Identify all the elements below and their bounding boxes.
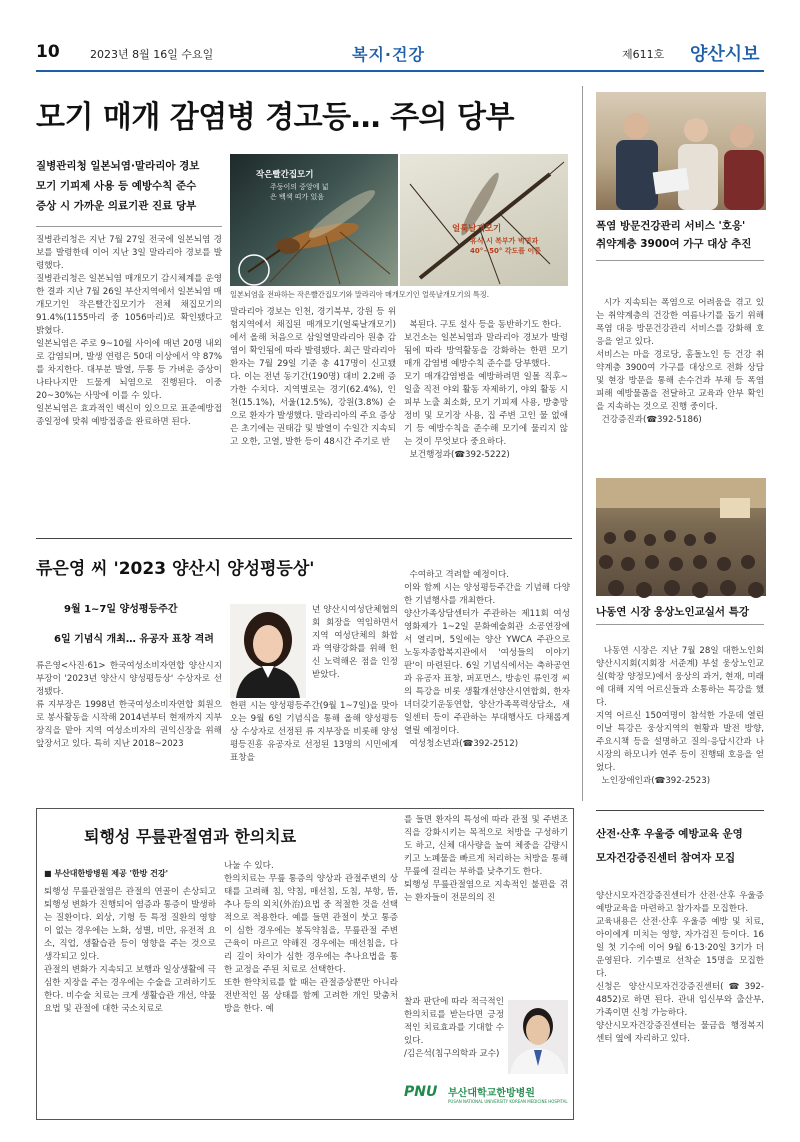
- equality-col3: [404, 556, 570, 792]
- equality-headline: 류은영 씨 '2023 양산시 양성평등상': [36, 559, 315, 579]
- heat-divider: [596, 260, 764, 261]
- mosquito-col1: 질병관리청은 지난 7월 27일 전국에 일본뇌염 경보를 발령한데 이어 지난 3일 말라리아 경보를 발령했다. 질병관리청은 일본뇌염 매개모기 감시체계를 운영한 결과 지난 7월 26일 부산지역에서 일본뇌염 매개모기인 작은빨간집모기가 전체 채집모기의 91.4%(1155마리 중 1056마리)로 확인됐다고 밝혔다. 일본뇌염은 주로 9~10월 사이에 매년 20명 내외로 감염되며, 발생 연령은 50대 이상에서 약 87%를 차지한다. 대부분 발열, 두통 등 가벼운 증상이 나타나지만 드물게 뇌염으로 진행된다. 이중 20~30%는 사망에 이를 수 있다. 일본뇌염은 효과적인 백신이 있으므로 표준예방접종일정에 맞춰 예방접종을 완료하면 된다.: [36, 235, 222, 427]
- mayor-headline: 나동연 시장 웅상노인교실서 특강: [596, 606, 749, 618]
- culex-label-title: 작은빨간집모기: [256, 170, 314, 180]
- anopheles-label-text: 휴식 시 복부가 벽면과 40°~50° 각도를 이룸: [470, 237, 542, 255]
- subhead-divider: [36, 226, 222, 227]
- heat-contact: 건강증진과(☎392-5186): [601, 415, 702, 425]
- mosquito-subhead: 질병관리청 일본뇌염·말라리아 경보: [36, 160, 200, 172]
- knee-headline: 퇴행성 무릎관절염과 한의치료: [84, 827, 297, 846]
- elderly-people-icon: [596, 92, 766, 210]
- knee-col1: 퇴행성 무릎관절염은 관절의 연골이 손상되고 퇴행성 변화가 진행되어 염증과 통증이 발생하는 질환이다. 외상, 기형 등 특정 질환의 영향이 없는 경우에는 노화, 성별, 비만, 유전적 요소, 직업, 생활습관 등이 영향을 주는 것으로 생각되고 있다. 관절의 변화가 지속되고 보행과 일상생활에 극심한 지장을 주는 경우에는 수술을 고려하기도 한다. 비수술 치료는 크게 생활습관 개선, 약물요법 및 관절에 대한 국소치료로: [44, 887, 216, 1014]
- lecture-photo: [596, 478, 766, 596]
- mosquito-contact: 보건행정과(☎392-5222): [409, 450, 510, 460]
- hospital-logo-mark: PNU: [404, 1084, 438, 1100]
- heat-visit-photo: [596, 92, 766, 210]
- page-number: 10: [36, 42, 60, 62]
- section-title: 복지·건강: [352, 45, 425, 64]
- mayor-contact: 노인장애인과(☎392-2523): [601, 776, 711, 786]
- equality-col2-top: 년 양산시여성단체협의회 회장을 역임하면서 지역 여성단체의 화합과 역량강화를 위해 헌신 노력해온 점을 인정받았다.: [312, 605, 401, 680]
- hospital-name-en: PUSAN NATIONAL UNIVERSITY KOREAN MEDICINE HOSPITAL: [448, 1099, 568, 1104]
- heat-headline-1: 폭염 방문건강관리 서비스 '호응': [596, 220, 746, 232]
- heat-body-text: 시가 지속되는 폭염으로 어려움을 겪고 있는 취약계층의 건강한 여름나기를 돕기 위해 폭염 대응 방문건강관리 서비스를 강화해 호응을 얻고 있다. 서비스는 마을 경로당, 홈돌노인 등 건강 취약계층 3900여 가구를 대상으로 전화 상담 및 현장 방문을 통해 손수건과 부채 등 폭염피해 예방물품을 전달하고 교육과 안부 확인을 지속하는 것으로 진행 중이다.: [596, 298, 764, 412]
- mosquito-col3-text: 복된다. 구토 설사 등을 동반하기도 한다. 보건소는 일본뇌염과 말라리아 경보가 발령됨에 따라 방역활동을 강화하는 한편 모기 매개 감염병 예방수칙 준수를 당부했다. 모기 매개감염병을 예방하려면 일몰 직후~일출 직전 야외 활동 자제하기, 야외 활동 시 피부 노출 최소화, 모기 기피제 사용, 방충망 정비 및 모기장 사용, 집 주변 고인 물 없애기 등 예방수칙을 준수해 모기에 물리지 않는 것이 무엇보다 중요하다.: [404, 320, 568, 447]
- prenatal-headline-2: 모자건강증진센터 참여자 모집: [596, 852, 736, 864]
- prenatal-top-rule: [596, 810, 764, 811]
- mayor-divider: [596, 624, 764, 625]
- hospital-logo: [404, 1082, 568, 1112]
- equality-col3-text: 수여하고 격려할 예정이다. 이와 함께 시는 양성평등주간을 기념해 다양한 기념행사를 개최한다. 양산가족상담센터가 주관하는 제11회 여성영화제가 1~2일 문화예술회관 소공연장에서 열리며, 5일에는 양산 YWCA 주관으로 노동자종합복지관에서 '여성들의 이야기판'이 마련된다. 6일 기념식에서는 축하공연과 유공자 표창, 퍼포먼스, 방송인 류인경 씨의 특강을 비롯 생활개선양산시연합회, 한자녀더갖기운동연합, 양산가족폭력상담소, 새일센터 등이 주관하는 부대행사도 다채롭게 열릴 예정이다.: [404, 570, 570, 736]
- masthead-logo: 양산시보: [690, 44, 760, 65]
- mosquito-photo-culex: [230, 154, 398, 286]
- equality-top-rule: [36, 538, 572, 539]
- equality-subhead-1: 9월 1~7일 양성평등주간: [64, 604, 178, 615]
- equality-col1: 류은영<사진·61> 한국여성소비자연합 양산시지부장이 '2023년 양산시 양성평등상' 수상자로 선정됐다. 류 지부장은 1998년 한국여성소비자연합 회원으로 봉사활동을 시작해 2014년부터 현재까지 지부장직을 맡아 지역 여성소비자의 권익신장을 위해 앞장서고 있다. 특히 지난 2018~2023: [36, 661, 222, 749]
- mosquito-subheads: [36, 156, 226, 216]
- audience-crowd-icon: [596, 478, 766, 596]
- mosquito-subhead: 모기 기피제 사용 등 예방수칙 준수: [36, 180, 197, 192]
- mosquito-subhead: 증상 시 가까운 의료기관 진료 당부: [36, 200, 197, 212]
- mosquito-photo-anopheles: [400, 154, 568, 286]
- prenatal-headline-1: 산전·산후 우울증 예방교육 운영: [596, 828, 743, 840]
- culex-label-text: 주둥이의 중앙에 넓은 백색 띠가 있음: [270, 183, 329, 201]
- knee-col2: 나눌 수 있다. 한의치료는 무릎 통증의 양상과 관절주변의 상태를 고려해 침, 약침, 매선침, 도침, 부항, 뜸, 추나 등의 외치(外治)요법 중 적절한 것을 선택적으로 적용한다. 예를 들면 관절이 붓고 통증이 심한 경우에는 봉독약침을, 무릎관절 주변 근육이 마르고 약해진 경우에는 매선침을, 다리 길이 차이가 심한 경우에는 추나요법을 통한 교정을 주된 치료로 선택한다. 또한 한약치료를 할 때는 관절증상뿐만 아니라 전반적인 몸 상태를 함께 고려한 개인 맞춤처방을 한다. 예: [224, 861, 398, 1014]
- mosquito-col3: [404, 306, 568, 524]
- woman-portrait-icon: [230, 604, 306, 698]
- equality-subhead-2: 6일 기념식 개최… 유공자 표창 격려: [54, 634, 214, 645]
- knee-source: ■ 부산대한방병원 제공 '한방 건강': [44, 869, 169, 878]
- mosquito-col2: 말라리아 경보는 인천, 경기북부, 강원 등 위험지역에서 채집된 매개모기(얼룩날개모기)에서 올해 처음으로 삼일열말라리아 원충 감염이 확인됨에 따라 발령됐다. 최근 말라리아 환자는 7월 29일 기준 총 417명이 신고됐다. 이는 전년 동기간(190명) 대비 2.2배 증가한 수치다. 지역별로는 경기(62.4%), 인천(15.1%), 서울(12.5%), 강원(3.8%) 순으로 환자가 발생했다. 말라리아의 주요 증상은 초기에는 권태감 및 발열이 수일간 지속되고 오한, 고열, 발한 등이 48시간 주기로 반: [230, 307, 399, 447]
- hospital-name: 부산대학교한방병원: [448, 1088, 535, 1099]
- header-rule: [36, 70, 764, 72]
- knee-col3-side: 찰과 판단에 따라 적극적인 한의치료를 받는다면 긍정적인 치료효과를 기대할 수 있다. /김은석(침구의학과 교수): [404, 997, 504, 1059]
- mosquito-photo-caption: 일본뇌염을 전파하는 작은빨간집모기와 말라리아 매개모기인 얼룩날개모기의 특징.: [230, 290, 490, 299]
- mayor-body-text: 나동연 시장은 지난 7월 28일 대한노인회 양산시지회(지회장 서준계) 부설 웅상노인교실(학장 양정모)에서 웅상의 과거, 현재, 미래에 대해 지역 어르신들과 소통하는 특강을 했다. 지역 어르신 150여명이 참석한 가운데 열린 이날 특강은 웅상지역의 현황과 발전 방향, 주요시책 등을 설명하고 질의·응답시간과 나 시장의 하모니카 연주 등이 진행돼 호응을 얻었다.: [596, 646, 764, 773]
- right-column-divider: [582, 86, 583, 801]
- issue-number: 제611호: [622, 48, 665, 61]
- heat-headline-2: 취약계층 3900여 가구 대상 추진: [596, 238, 752, 250]
- equality-col2-bottom: 한편 시는 양성평등주간(9월 1~7일)을 맞아 오는 9월 6일 기념식을 통해 올해 양성평등상 수상자로 선정된 류 지부장을 비롯해 양성평등진흥 유공자로 선정된 13명의 시민에게 표창을: [230, 701, 401, 763]
- award-winner-portrait: [230, 604, 306, 698]
- mosquito-headline: 모기 매개 감염병 경고등… 주의 당부: [36, 100, 514, 135]
- issue-date: 2023년 8월 16일 수요일: [90, 48, 214, 61]
- anopheles-label-title: 얼룩날개모기: [452, 224, 502, 234]
- knee-col3-top: 를 들면 환자의 특성에 따라 관절 및 주변조직을 강화시키는 목적으로 처방을 구성하기도 하고, 신체 대사량을 높여 체중을 감량시키고 노폐물을 빠르게 처리하는 처방을 통해 무릎에 걸리는 부하를 낮추기도 한다. 퇴행성 무릎관절염으로 지속적인 불편을 겪는 환자들이 전문의의 진: [404, 815, 568, 903]
- doctor-portrait-icon: [508, 1000, 568, 1074]
- equality-contact: 여성청소년과(☎392-2512): [409, 739, 519, 749]
- mayor-body: [596, 632, 764, 798]
- anopheles-mosquito-icon: [400, 154, 568, 286]
- heat-body: [596, 284, 764, 460]
- doctor-portrait: [508, 1000, 568, 1074]
- prenatal-body: 양산시모자건강증진센터가 산전·산후 우울증 예방교육을 마련하고 참가자를 모집한다. 교육내용은 산전·산후 우울증 예방 및 치료, 아이에게 미치는 영향, 자가검진 등이다. 16일 첫 기수에 이어 9월 6·13·20일 3기가 더 운영된다. 기수별로 선착순 15명을 모집한다. 신청은 양산시모자건강증진센터(☎392-4852)로 하면 된다. 관내 임신부와 출산부, 가족이면 신청 가능하다. 양산시모자건강증진센터는 물금읍 행정복지센터 옆에 자리하고 있다.: [596, 891, 764, 1044]
